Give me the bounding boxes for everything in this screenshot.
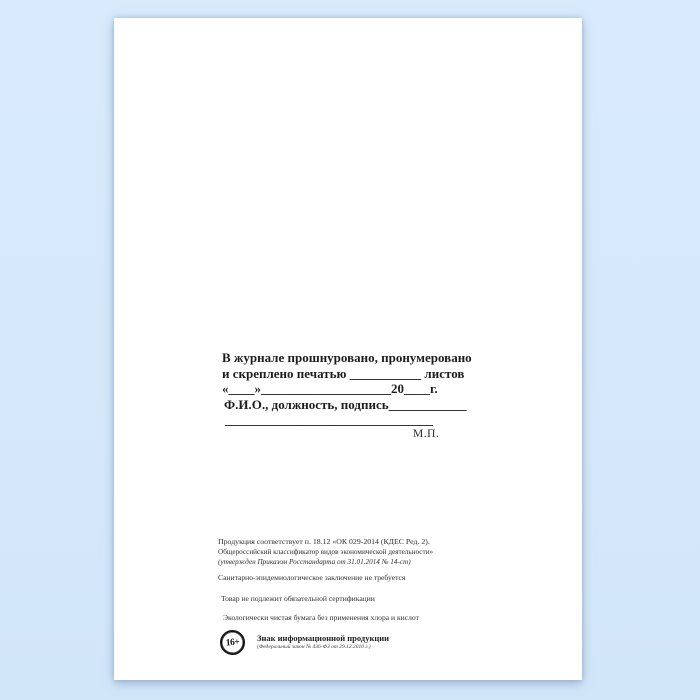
compliance-line: Общероссийский классификатор видов экономической деятельности» <box>218 548 434 556</box>
binding-statement-line: В журнале прошнуровано, пронумеровано <box>222 350 472 365</box>
binding-statement-line: и скреплено печатью ___________ листов <box>222 365 465 381</box>
binding-statement-line: «____»____________________20____г. <box>222 381 438 397</box>
compliance-approval-line: (утвержден Приказом Росстандарта от 31.01.2014 № 14-ст) <box>218 558 411 566</box>
stamp-place-label: М.П. <box>413 428 440 440</box>
certification-note: Товар не подлежит обязательной сертификации <box>221 594 375 603</box>
binding-statement-line: Ф.И.О., должность, подпись____________ <box>224 396 467 412</box>
binding-statement-signature-line: ________________________________ <box>225 412 433 428</box>
information-product-mark-title: Знак информационной продукции <box>257 633 390 643</box>
age-rating-16-icon: 16+ <box>219 629 246 656</box>
eco-paper-note: Экологически чистая бумага без применения хлора и кислот <box>223 613 419 622</box>
compliance-line: Продукция соответствует п. 18.12 «ОК 029-2014 (КДЕС Ред. 2). <box>218 537 430 546</box>
journal-back-page <box>114 18 582 680</box>
binding-statement <box>222 350 472 428</box>
product-compliance-note <box>218 537 433 567</box>
sanitary-conclusion-note: Санитарно-эпидемиологическое заключение не требуется <box>218 573 406 582</box>
information-product-mark-law: (Федеральный закон № 436-ФЗ от 29.12.2010 г.) <box>257 644 371 650</box>
